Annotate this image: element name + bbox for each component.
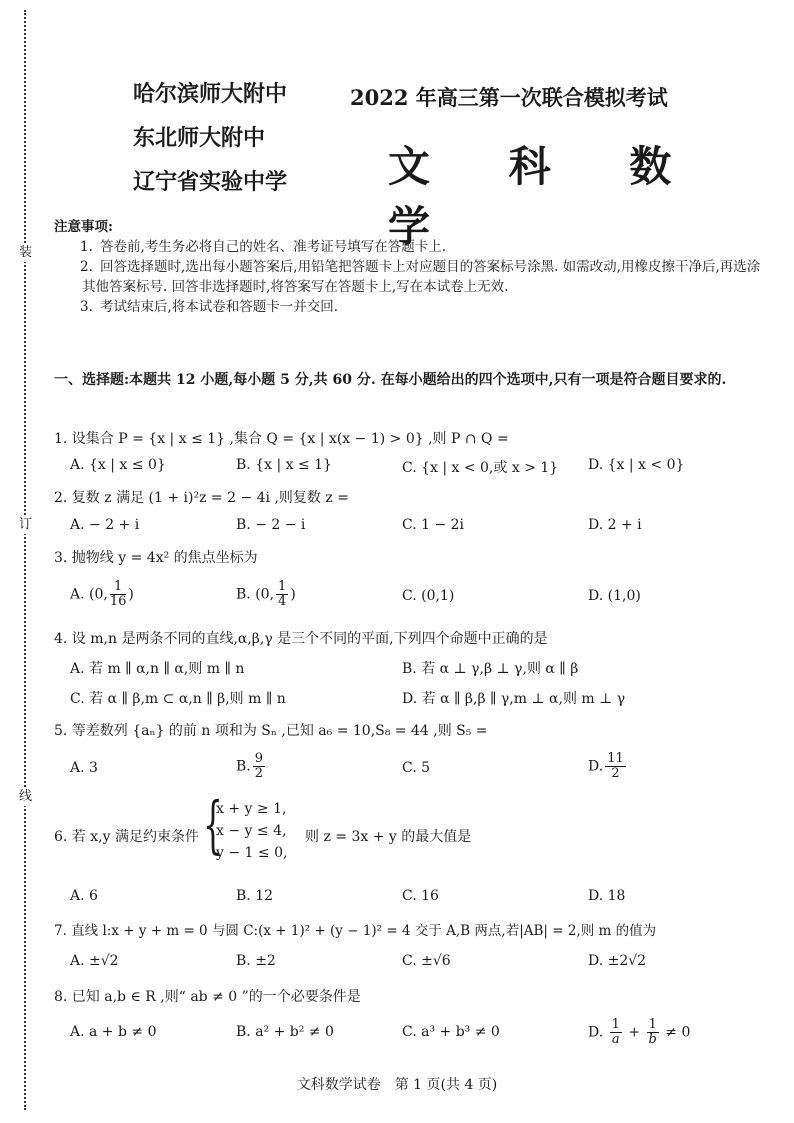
option-d: D. $\frac{1}{a}$ + $\frac{1}{b}$ ≠ 0 — [588, 1017, 691, 1047]
question-2-stem: 2. 复数 z 满足 (1 + i)²z = 2 − 4i ,则复数 z = — [54, 490, 349, 506]
notice-item: 1. 答卷前,考生务必将自己的姓名、准考证号填写在答题卡上. — [80, 239, 447, 255]
question-6-stem-pre: 6. 若 x,y 满足约束条件 — [54, 829, 199, 845]
fraction: $\frac{1}{16}$ — [109, 579, 127, 609]
exam-title: 2022 年高三第一次联合模拟考试 — [350, 85, 668, 110]
option-c: C. 若 α ∥ β,m ⊂ α,n ∥ β,则 m ∥ n — [70, 691, 286, 707]
option-b: B. $\frac{9}{2}$ — [236, 751, 264, 781]
option-a: A. − 2 + i — [70, 517, 140, 533]
option-b: B. 12 — [236, 888, 274, 904]
question-8-stem: 8. 已知 a,b ∈ R ,则“ ab ≠ 0 ”的一个必要条件是 — [54, 989, 361, 1005]
fraction: $\frac{11}{2}$ — [607, 751, 624, 781]
option-d: D. $\frac{11}{2}$ — [588, 751, 624, 781]
question-1-stem: 1. 设集合 P = {x | x ≤ 1} ,集合 Q = {x | x(x − 1) > 0} ,则 P ∩ Q = — [54, 431, 509, 447]
question-6-stem-post: 则 z = 3x + y 的最大值是 — [305, 829, 472, 845]
constraint: x + y ≥ 1, — [216, 801, 287, 817]
binding-dotted-line — [24, 10, 26, 1110]
fraction: $\frac{1}{4}$ — [278, 579, 287, 609]
option-c: C. 16 — [402, 888, 439, 904]
option-a: A. {x | x ≤ 0} — [70, 457, 166, 473]
question-4-stem: 4. 设 m,n 是两条不同的直线,α,β,γ 是三个不同的平面,下列四个命题中正确的是 — [54, 631, 548, 647]
option-d: D. ±2√2 — [588, 953, 647, 969]
constraint: x − y ≤ 4, — [216, 823, 287, 839]
option-d: D. (1,0) — [588, 588, 641, 604]
option-c: C. 1 − 2i — [402, 517, 465, 533]
option-d: D. 2 + i — [588, 517, 642, 533]
option-b: B. − 2 − i — [236, 517, 306, 533]
option-a: A. 6 — [70, 888, 98, 904]
notice-item: 3. 考试结束后,将本试卷和答题卡一并交回. — [80, 299, 339, 315]
option-b: B. 若 α ⊥ γ,β ⊥ γ,则 α ∥ β — [402, 661, 579, 677]
option-c: C. a³ + b³ ≠ 0 — [402, 1024, 500, 1040]
option-a: A. a + b ≠ 0 — [70, 1024, 157, 1040]
option-d: D. {x | x < 0} — [588, 457, 685, 473]
left-brace: { — [203, 788, 223, 861]
page-footer: 文科数学试卷 第 1 页(共 4 页) — [296, 1077, 498, 1093]
option-c: C. 5 — [402, 760, 431, 776]
subject-title: 文 科 数 学 — [388, 142, 704, 251]
school-name: 哈尔滨师大附中 — [133, 81, 288, 107]
binding-mark-xian: 线 — [19, 789, 33, 804]
option-c: C. ±√6 — [402, 953, 451, 969]
option-b: B. {x | x ≤ 1} — [236, 457, 332, 473]
fraction: $\frac{1}{a}$ — [611, 1017, 620, 1047]
option-b: B. ±2 — [236, 953, 276, 969]
notice-title: 注意事项: — [54, 219, 113, 235]
question-7-stem: 7. 直线 l:x + y + m = 0 与圆 C:(x + 1)² + (y − 1)² = 4 交于 A,B 两点,若|AB| = 2,则 m 的值为 — [54, 923, 657, 939]
option-b: B. a² + b² ≠ 0 — [236, 1024, 334, 1040]
option-d: D. 若 α ∥ β,β ∥ γ,m ⊥ α,则 m ⊥ γ — [402, 691, 626, 707]
question-5-stem: 5. 等差数列 {aₙ} 的前 n 项和为 Sₙ ,已知 a₆ = 10,S₈ = 44 ,则 S₅ = — [54, 723, 488, 739]
school-name: 东北师大附中 — [133, 125, 266, 151]
constraint-system — [216, 798, 287, 864]
notice-block — [54, 217, 764, 317]
option-a: A. ±√2 — [70, 953, 119, 969]
option-a: A. 若 m ∥ α,n ∥ α,则 m ∥ n — [70, 661, 245, 677]
option-c: C. (0,1) — [402, 588, 455, 604]
option-d: D. 18 — [588, 888, 626, 904]
fraction: $\frac{1}{b}$ — [648, 1017, 657, 1047]
notice-item: 2. 回答选择题时,选出每小题答案后,用铅笔把答题卡上对应题目的答案标号涂黑. 如需改动,用橡皮擦干净后,再选涂其他答案标号. 回答非选择题时,将答案写在答题卡上,写在本试卷上无效. — [80, 259, 761, 295]
option-b: B. (0, $\frac{1}{4}$ ) — [236, 579, 296, 609]
school-list — [133, 72, 287, 204]
option-a: A. (0, $\frac{1}{16}$ ) — [70, 579, 134, 609]
question-3-stem: 3. 抛物线 y = 4x² 的焦点坐标为 — [54, 550, 258, 566]
constraint: y − 1 ≤ 0, — [216, 845, 288, 861]
binding-mark-ding: 订 — [19, 517, 33, 532]
binding-mark-zhuang: 装 — [19, 245, 33, 260]
section-heading: 一、选择题:本题共 12 小题,每小题 5 分,共 60 分. 在每小题给出的四个选项中,只有一项是符合题目要求的. — [54, 372, 727, 388]
option-a: A. 3 — [70, 760, 98, 776]
option-c: C. {x | x < 0,或 x > 1} — [402, 460, 559, 476]
school-name: 辽宁省实验中学 — [133, 169, 288, 195]
fraction: $\frac{9}{2}$ — [254, 751, 264, 781]
